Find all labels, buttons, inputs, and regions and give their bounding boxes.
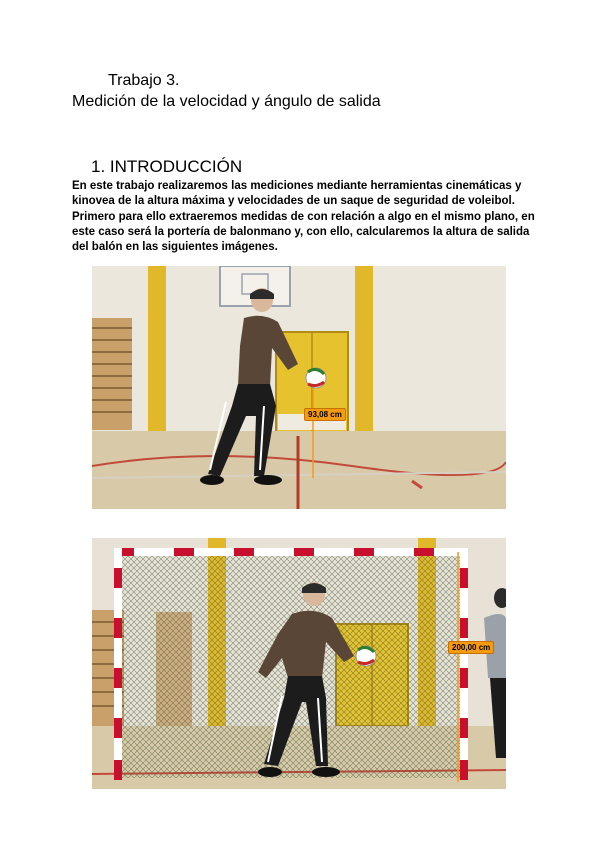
measurement-label: 93,08 cm bbox=[304, 408, 346, 421]
volleyball bbox=[306, 368, 326, 388]
document-title-line-2: Medición de la velocidad y ángulo de salida bbox=[72, 93, 381, 110]
measurement-label: 200,00 cm bbox=[448, 641, 494, 654]
section-heading: 1. INTRODUCCIÓN bbox=[91, 157, 243, 176]
pillar-right bbox=[355, 266, 373, 436]
wall-bars bbox=[92, 318, 132, 430]
photo-goal-reference bbox=[92, 538, 506, 789]
intro-paragraph: En este trabajo realizaremos las mediciones mediante herramientas cinemáticas y kinovea de la altura máxima y velocidades de un saque de seguridad de voleibol. Primero para ello extraeremos medidas de con relación a algo en el mismo plano, en este caso será la portería de balonmano y, con ello, calcularemos la altura de salida del balón en las siguientes imágenes. bbox=[72, 180, 535, 254]
document-title-line-1: Trabajo 3. bbox=[108, 72, 180, 89]
volleyball bbox=[356, 646, 376, 666]
pillar-left bbox=[148, 266, 166, 436]
photo-serve-height bbox=[92, 266, 506, 509]
